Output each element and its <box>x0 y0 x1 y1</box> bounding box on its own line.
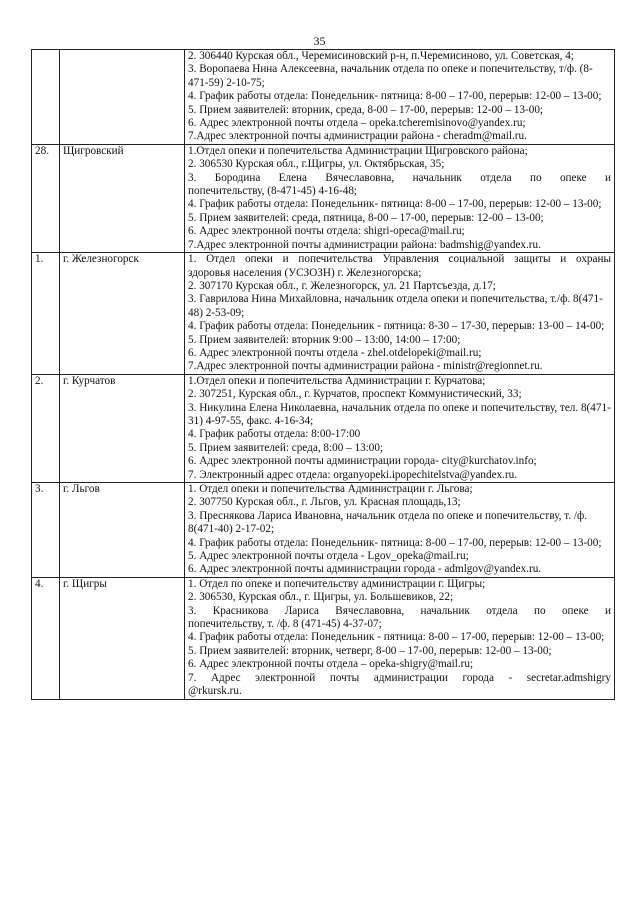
department-info-cell <box>185 483 615 578</box>
department-info-cell <box>185 50 615 145</box>
info-line: 7.Адрес электронной почты администрации района - cheradm@mail.ru. <box>188 130 527 143</box>
department-info-cell <box>185 253 615 375</box>
district-name-cell: г. Льгов <box>60 483 185 578</box>
info-line: 5. Прием заявителей: среда, 8:00 – 13:00; <box>188 441 384 454</box>
info-line: попечительству, (8-471-45) 4-16-48; <box>188 185 358 198</box>
row-number-cell: 28. <box>32 144 60 252</box>
info-line: 5. Прием заявителей: вторник, четверг, 8-00 – 17-00, перерыв: 12-00 – 13-00; <box>188 644 552 657</box>
info-line: 1. Отдел опеки и попечительства Управления социальной защиты и охраны <box>188 253 611 266</box>
table-row <box>32 253 615 375</box>
info-line: 4. График работы отдела: Понедельник- пятница: 8-00 – 17-00, перерыв: 12-00 – 13-00; <box>188 90 602 103</box>
row-number-cell: 4. <box>32 577 60 699</box>
info-line: 7.Адрес электронной почты администрации района - ministr@regionnet.ru. <box>188 360 543 373</box>
info-line: 7. Электронный адрес отдела: organyopeki.ipopechitelstva@yandex.ru. <box>188 468 518 481</box>
row-number-cell: 1. <box>32 253 60 375</box>
info-line: 2. 306440 Курская обл., Черемисиновский р-н, п.Черемисиново, ул. Советская, 4; <box>188 50 574 62</box>
district-name-cell <box>60 50 185 145</box>
department-info-cell <box>185 374 615 482</box>
info-line: 5. Адрес электронной почты отдела - Lgov_opeka@mail.ru; <box>188 550 469 563</box>
info-line: 1. Отдел по опеке и попечительству администрации г. Щигры; <box>188 577 486 590</box>
district-name-cell: г. Курчатов <box>60 374 185 482</box>
row-number-cell <box>32 50 60 145</box>
info-line: 3. Воропаева Нина Алексеевна, начальник отдела по опеке и попечительству, т/ф. (8-471-59) 2-10-75; <box>188 63 593 89</box>
info-line: 6. Адрес электронной почты отдела - zhel.otdelopeki@mail.ru; <box>188 346 482 359</box>
info-line: 5. Прием заявителей: вторник 9:00 – 13:00, 14:00 – 17:00; <box>188 333 461 346</box>
info-line: 6. Адрес электронной почты администрации города- city@kurchatov.info; <box>188 455 537 468</box>
table-row <box>32 577 615 699</box>
district-name-cell: г. Щигры <box>60 577 185 699</box>
info-line: 5. Прием заявителей: среда, пятница, 8-00 – 17-00, перерыв: 12-00 – 13-00; <box>188 211 544 224</box>
district-name-cell: Щигровский <box>60 144 185 252</box>
info-line: 3. Красникова Лариса Вячеславовна, начальник отдела по опеке и <box>188 604 611 617</box>
info-line: 2. 307170 Курская обл., г. Железногорск, ул. 21 Партсъезда, д.17; <box>188 279 496 292</box>
info-line: 5. Прием заявителей: вторник, среда, 8-00 – 17-00, перерыв: 12-00 – 13-00; <box>188 103 544 116</box>
info-line: 6. Адрес электронной почты администрации города - admlgov@yandex.ru. <box>188 563 542 576</box>
info-line: 7.Адрес электронной почты администрации района: badmshig@yandex.ru. <box>188 238 541 251</box>
info-line: 3. Гаврилова Нина Михайловна, начальник отдела опеки и попечительства, т./ф. 8(471-48) 2-53-09; <box>188 293 603 319</box>
info-line: @rkursk.ru. <box>188 685 242 698</box>
table-body <box>32 50 615 700</box>
info-line: 2. 306530 Курская обл., г.Щигры, ул. Октябрьская, 35; <box>188 158 445 171</box>
info-line: попечительству, т. /ф. 8 (471-45) 4-37-07; <box>188 618 382 631</box>
row-number-cell: 3. <box>32 483 60 578</box>
info-line: 4. График работы отдела: 8:00-17:00 <box>188 428 361 441</box>
info-line: 1.Отдел опеки и попечительства Администрации г. Курчатова; <box>188 374 486 387</box>
table-row <box>32 374 615 482</box>
info-line: 2. 307750 Курская обл., г. Льгов, ул. Красная площадь,13; <box>188 496 461 509</box>
department-info-cell <box>185 577 615 699</box>
info-line: 4. График работы отдела: Понедельник- пятница: 8-00 – 17-00, перерыв: 12-00 – 13-00; <box>188 198 602 211</box>
row-number-cell: 2. <box>32 374 60 482</box>
table-row <box>32 50 615 145</box>
info-line: 4. График работы отдела: Понедельник - пятница: 8-00 – 17-00, перерыв: 12-00 – 13-00; <box>188 631 605 644</box>
department-info-cell <box>185 144 615 252</box>
info-line: 6. Адрес электронной почты отдела: shigri-opeca@mail.ru; <box>188 225 465 238</box>
page-number: 35 <box>313 34 326 48</box>
district-name-cell: г. Железногорск <box>60 253 185 375</box>
info-line: 4. График работы отдела: Понедельник - пятница: 8-30 – 17-30, перерыв: 13-00 – 14-00; <box>188 320 605 333</box>
info-line: 7. Адрес электронной почты администрации города - secretar.admshigry <box>188 671 611 684</box>
info-line: 3. Никулина Елена Николаевна, начальник отдела по опеке и попечительству, тел. 8(471-31) 4-97-55, факс. 4-16-34; <box>188 401 611 427</box>
info-line: здоровья населения (УСЗОЗН) г. Железногорска; <box>188 266 422 279</box>
info-line: 4. График работы отдела: Понедельник- пятница: 8-00 – 17-00, перерыв: 12-00 – 13-00; <box>188 536 602 549</box>
table-row <box>32 144 615 252</box>
info-line: 3. Преснякова Лариса Ивановна, начальник отдела по опеке и попечительству, т. /ф. 8(471-40) 2-17-02; <box>188 509 588 536</box>
info-line: 2. 307251, Курская обл., г. Курчатов, проспект Коммунистический, 33; <box>188 388 522 401</box>
info-line: 2. 306530, Курская обл., г. Щигры, ул. Большевиков, 22; <box>188 591 454 604</box>
table-row <box>32 483 615 578</box>
info-line: 6. Адрес электронной почты отдела – opeka.tcheremisinovo@yandex.ru; <box>188 117 526 130</box>
info-line: 1.Отдел опеки и попечительства Администрации Щигровского района; <box>188 144 528 157</box>
info-line: 1. Отдел опеки и попечительства Администрации г. Льгова; <box>188 483 473 495</box>
guardianship-departments-table <box>31 49 615 700</box>
info-line: 6. Адрес электронной почты отдела – opeka-shigry@mail.ru; <box>188 658 474 671</box>
info-line: 3. Бородина Елена Вячеславовна, начальник отдела по опеке и <box>188 171 611 184</box>
